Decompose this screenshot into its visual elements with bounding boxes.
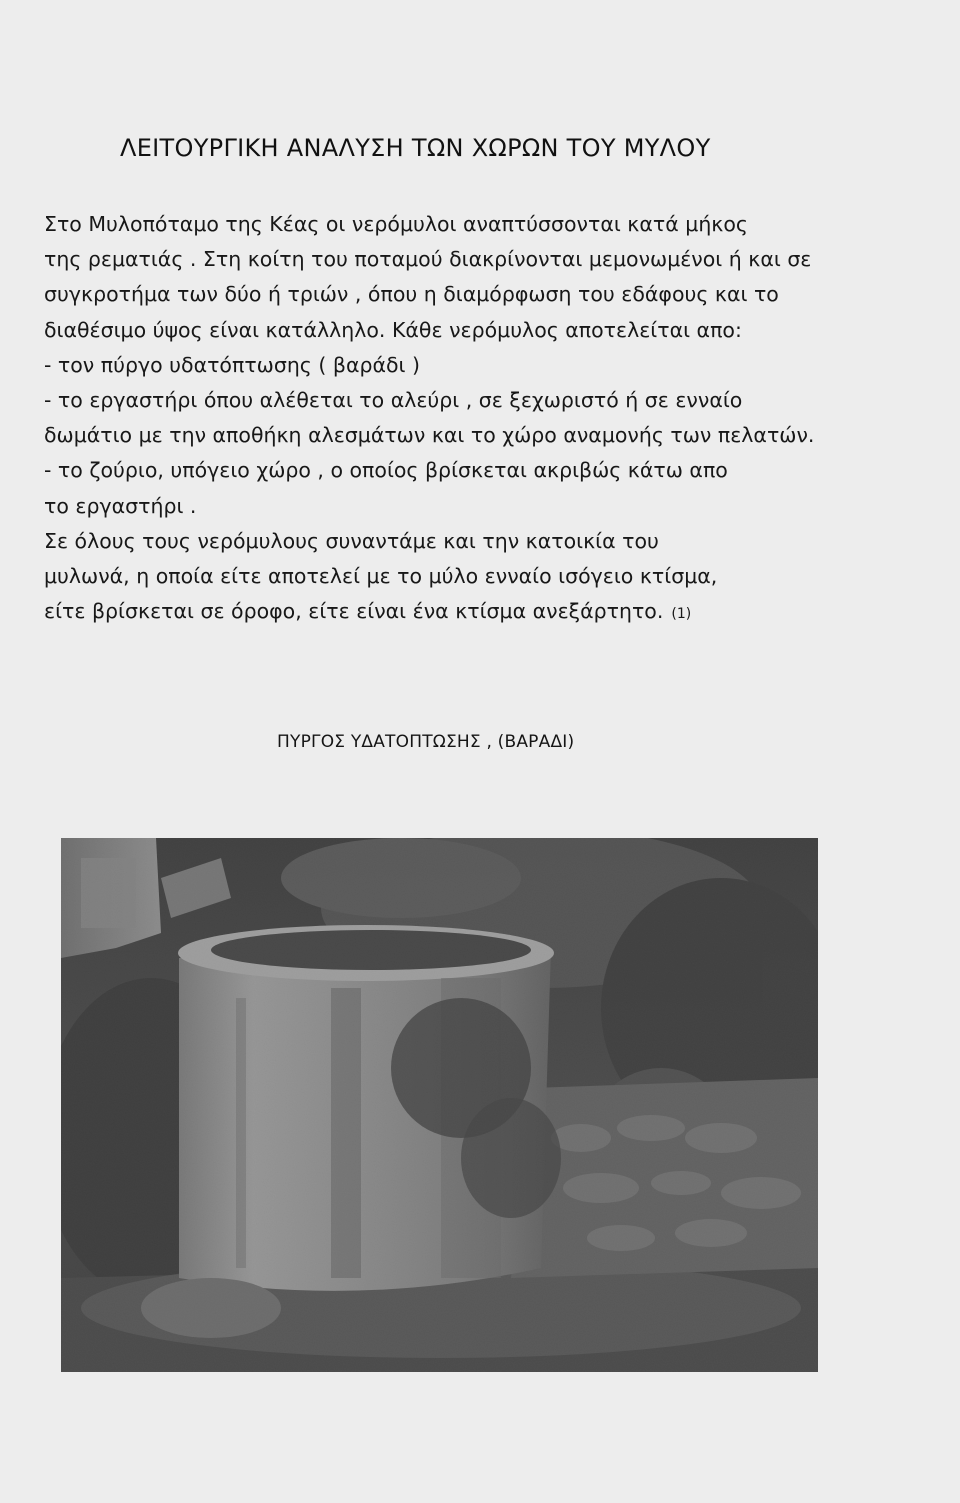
body-line: Σε όλους τους νερόμυλους συναντάμε και την κατοικία του <box>44 528 659 553</box>
body-line: Στο Μυλοπόταμο της Κέας οι νερόμυλοι αναπτύσσονται κατά μήκος <box>44 212 748 236</box>
body-text <box>44 207 924 629</box>
body-line: διαθέσιμο ύψος είναι κατάλληλο. Κάθε νερόμυλος αποτελείται απο: <box>44 317 742 342</box>
footnote-reference: (1) <box>671 606 692 623</box>
page-title: ΛΕΙΤΟΥΡΓΙΚΗ ΑΝΑΛΥΣΗ ΤΩΝ ΧΩΡΩΝ ΤΟΥ ΜΥΛΟΥ <box>120 134 711 162</box>
body-line: το εργαστήρι . <box>44 493 197 518</box>
body-line: - τον πύργο υδατόπτωσης ( βαράδι ) <box>44 352 420 377</box>
body-line: - το ζούριο, υπόγειο χώρο , ο οποίος βρίσκεται ακριβώς κάτω απο <box>44 458 728 483</box>
body-line-text: είτε βρίσκεται σε όροφο, είτε είναι ένα κτίσμα ανεξάρτητο. <box>44 599 664 624</box>
photo-caption: ΠΥΡΓΟΣ ΥΔΑΤΟΠΤΩΣΗΣ , (ΒΑΡΑΔΙ) <box>277 732 575 752</box>
photo-water-tower <box>61 838 818 1372</box>
body-line: της ρεματιάς . Στη κοίτη του ποταμού διακρίνονται μεμονωμένοι ή και σε <box>44 247 812 272</box>
body-line-last <box>44 594 924 629</box>
body-line: μυλωνά, η οποία είτε αποτελεί με το μύλο ενναίο ισόγειο κτίσμα, <box>44 563 718 588</box>
body-line: συγκροτήμα των δύο ή τριών , όπου η διαμόρφωση του εδάφους και το <box>44 282 779 307</box>
body-line: δωμάτιο με την αποθήκη αλεσμάτων και το χώρο αναμονής των πελατών. <box>44 423 815 448</box>
body-line: - το εργαστήρι όπου αλέθεται το αλεύρι , σε ξεχωριστό ή σε ενναίο <box>44 387 743 412</box>
